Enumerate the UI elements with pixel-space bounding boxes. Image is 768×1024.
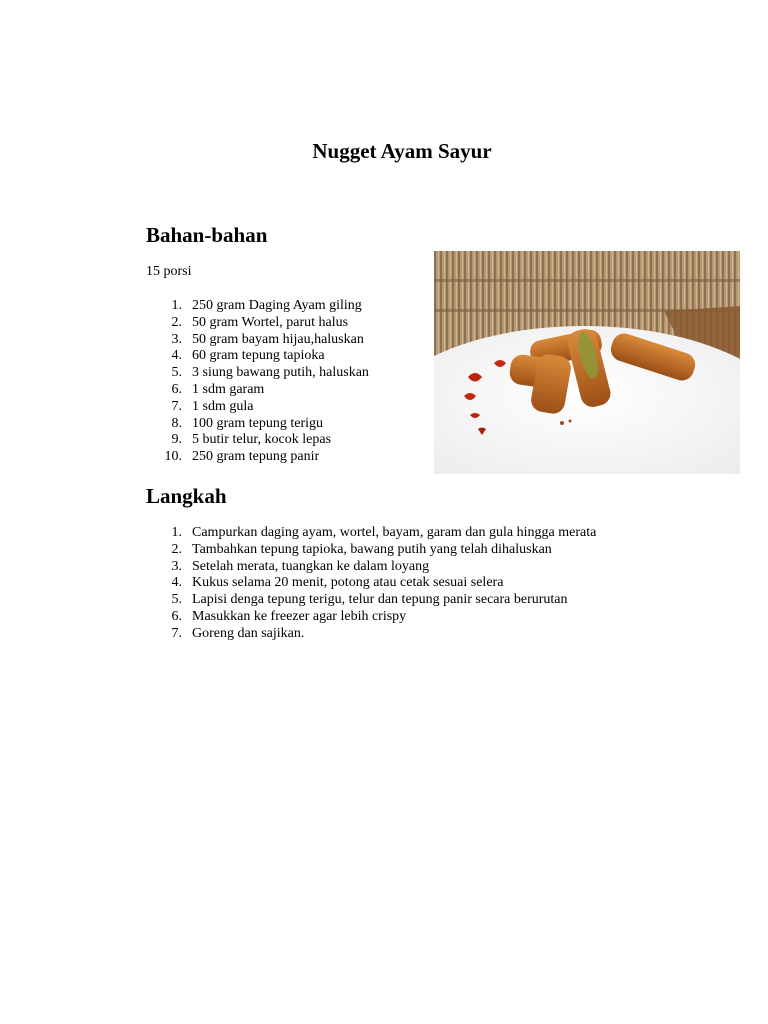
food-photo	[434, 251, 740, 474]
ingredients-heading: Bahan-bahan	[146, 223, 268, 247]
ingredient-text: 5 butir telur, kocok lepas	[192, 432, 332, 448]
list-item: 1. 250 gram Daging Ayam giling	[171, 298, 362, 313]
step-text: Masukkan ke freezer agar lebih crispy	[192, 608, 407, 624]
ingredient-text: 1 sdm garam	[192, 381, 265, 397]
list-item: 7. 1 sdm gula	[171, 398, 254, 414]
list-item: 2. Tambahkan tepung tapioka, bawang putih yang telah dihaluskan	[171, 541, 552, 557]
portions-text: 15 porsi	[146, 264, 192, 279]
list-item: 1. Campurkan daging ayam, wortel, bayam, garam dan gula hingga merata	[171, 525, 597, 540]
list-item: 4. 60 gram tepung tapioka	[171, 348, 325, 364]
list-item: 8. 100 gram tepung terigu	[171, 415, 324, 431]
page-title: Nugget Ayam Sayur	[312, 139, 492, 163]
list-item: 9. 5 butir telur, kocok lepas	[171, 432, 332, 448]
steps-list	[146, 525, 596, 643]
list-item: 7. Goreng dan sajikan.	[171, 625, 305, 641]
list-item: 2. 50 gram Wortel, parut halus	[171, 314, 349, 330]
steps-heading: Langkah	[146, 484, 227, 508]
step-text: Kukus selama 20 menit, potong atau cetak sesuai selera	[192, 575, 504, 591]
ingredient-text: 1 sdm gula	[192, 398, 254, 414]
list-item: 3. 50 gram bayam hijau,haluskan	[171, 331, 364, 347]
step-text: Tambahkan tepung tapioka, bawang putih yang telah dihaluskan	[192, 541, 552, 557]
list-item: 4. Kukus selama 20 menit, potong atau cetak sesuai selera	[171, 575, 504, 591]
ingredient-text: 250 gram tepung panir	[192, 449, 320, 465]
step-text: Goreng dan sajikan.	[192, 625, 305, 641]
ingredient-text: 3 siung bawang putih, haluskan	[192, 365, 369, 381]
ingredient-text: 50 gram Wortel, parut halus	[192, 314, 349, 330]
step-text: Campurkan daging ayam, wortel, bayam, garam dan gula hingga merata	[192, 525, 597, 540]
list-item: 5. Lapisi denga tepung terigu, telur dan tepung panir secara berurutan	[171, 592, 568, 608]
list-item: 6. Masukkan ke freezer agar lebih crispy	[171, 608, 407, 624]
list-item: 5. 3 siung bawang putih, haluskan	[171, 365, 369, 381]
ingredients-list	[146, 298, 369, 466]
list-item: 6. 1 sdm garam	[171, 381, 265, 397]
ingredient-text: 60 gram tepung tapioka	[192, 348, 325, 364]
ingredient-text: 100 gram tepung terigu	[192, 415, 324, 431]
ingredient-text: 250 gram Daging Ayam giling	[192, 298, 362, 313]
step-text: Setelah merata, tuangkan ke dalam loyang	[192, 558, 430, 574]
list-item: 10. 250 gram tepung panir	[164, 449, 320, 465]
list-item: 3. Setelah merata, tuangkan ke dalam loyang	[171, 558, 430, 574]
ingredient-text: 50 gram bayam hijau,haluskan	[192, 331, 364, 347]
step-text: Lapisi denga tepung terigu, telur dan tepung panir secara berurutan	[192, 592, 568, 608]
